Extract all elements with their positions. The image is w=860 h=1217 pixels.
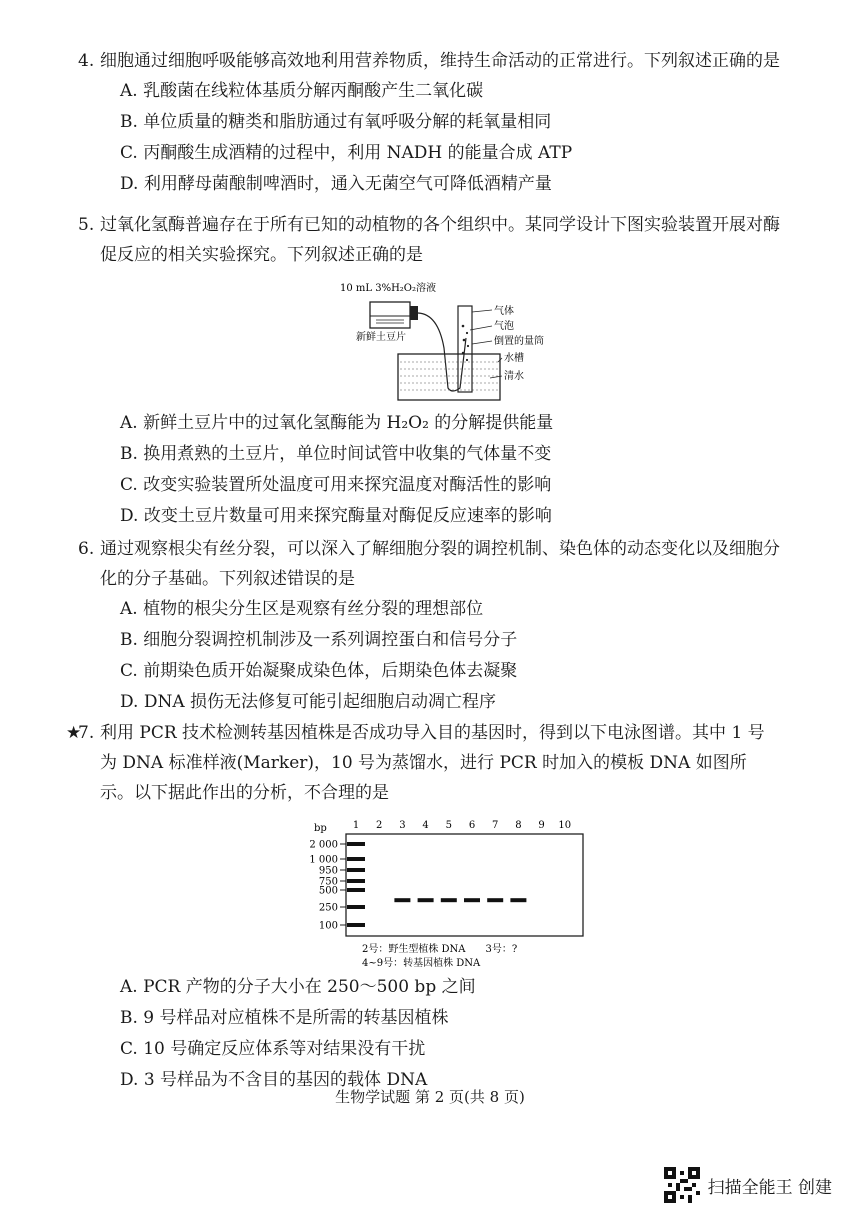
delivery-tube [418,313,466,391]
marker-label: 1 000 [309,854,338,866]
gel-frame [346,834,583,936]
option-c: C. 改变实验装置所处温度可用来探究温度对酶活性的影响 [120,475,552,495]
lane-label: 2 [376,820,383,831]
marker-band [347,879,365,883]
lane-label: 8 [515,820,522,831]
sample-bands [394,898,526,902]
marker-bands [309,840,365,932]
water-tank [398,354,500,400]
gel-caption-1: 2号：野生型植株 DNA 3号：? [362,944,518,955]
question-number: 4. [78,51,95,71]
gel-electrophoresis [300,812,590,970]
option-a: A. 植物的根尖分生区是观察有丝分裂的理想部位 [120,599,484,619]
potato-slices [376,320,404,323]
h2o2-label: 10 mL 3%H₂O₂溶液 [340,283,437,294]
qr-code-icon [664,1167,700,1203]
sample-band [487,898,503,902]
option-c: C. 10 号确定反应体系等对结果没有干扰 [120,1039,426,1059]
marker-label: 950 [318,865,338,877]
page-footer: 生物学试题 第 2 页(共 8 页) [335,1088,525,1106]
marker-band [347,888,365,892]
lane-label: 9 [538,820,545,831]
enzyme-apparatus-figure [320,278,580,408]
sample-band [441,898,457,902]
marker-band [347,868,365,872]
option-b: B. 9 号样品对应植株不是所需的转基因植株 [120,1008,449,1028]
lane-labels [353,820,571,831]
option-d: D. DNA 损伤无法修复可能引起细胞启动凋亡程序 [120,692,497,712]
label-water: 清水 [504,371,524,382]
sample-band [510,898,526,902]
lane-label: 7 [492,820,499,831]
option-b: B. 换用煮熟的土豆片，单位时间试管中收集的气体量不变 [120,444,552,464]
option-d: D. 3 号样品为不含目的基因的载体 DNA [120,1070,428,1090]
option-a: A. 乳酸菌在线粒体基质分解丙酮酸产生二氧化碳 [120,81,484,101]
gel-figure [300,812,590,970]
unit-label: bp [314,823,327,834]
question-5 [78,210,780,270]
lane-label: 10 [558,820,572,831]
watermark-text: 扫描全能王 创建 [707,1177,832,1198]
question-5-stem: 5. 过氧化氢酶普遍存在于所有已知的动植物的各个组织中。某同学设计下图实验装置开展对酶促反应的相关实验探究。下列叙述正确的是 [100,210,780,270]
sample-band [418,898,434,902]
lane-label: 4 [422,820,429,831]
label-cylinder: 倒置的量筒 [494,336,544,347]
lane-label: 6 [468,820,476,831]
marker-label: 500 [318,885,338,897]
marker-band [347,842,365,846]
marker-band [347,857,365,861]
marker-label: 250 [318,902,338,914]
marker-band [347,905,365,909]
potato-label: 新鲜土豆片 [356,332,406,343]
question-4-stem: 4. 细胞通过细胞呼吸能够高效地利用营养物质，维持生命活动的正常进行。下列叙述正确的是 [100,46,780,76]
lane-label: 1 [352,820,360,831]
label-gas: 气体 [494,306,514,317]
marker-band [347,923,365,927]
star-mark: ★ [66,723,82,743]
question-number: 5. [78,215,95,235]
gel-caption-2: 4~9号：转基因植株 DNA [362,958,481,969]
option-d: D. 改变土豆片数量可用来探究酶量对酶促反应速率的影响 [120,506,552,526]
question-5-options [100,408,780,532]
option-b: B. 单位质量的糖类和脂肪通过有氧呼吸分解的耗氧量相同 [120,112,552,132]
question-6-stem: 6. 通过观察根尖有丝分裂，可以深入了解细胞分裂的调控机制、染色体的动态变化以及细胞分化的分子基础。下列叙述错误的是 [100,534,780,594]
option-b: B. 细胞分裂调控机制涉及一系列调控蛋白和信号分子 [120,630,518,650]
marker-label: 100 [318,920,338,932]
marker-label: 2 000 [309,839,338,851]
water-lines [400,362,498,390]
label-tank: 水槽 [504,353,524,364]
question-6 [78,534,780,718]
question-4 [78,46,780,200]
question-number: 7. [78,723,95,743]
lane-label: 5 [445,820,452,831]
question-7 [66,718,780,808]
option-c: C. 前期染色质开始凝聚成染色体，后期染色体去凝聚 [120,661,518,681]
sample-band [464,898,480,902]
lane-label: 3 [399,820,406,831]
option-d: D. 利用酵母菌酿制啤酒时，通入无菌空气可降低酒精产量 [120,174,552,194]
option-a: A. 新鲜土豆片中的过氧化氢酶能为 H₂O₂ 的分解提供能量 [120,413,554,433]
option-c: C. 丙酮酸生成酒精的过程中，利用 NADH 的能量合成 ATP [120,143,573,163]
flask [370,302,410,328]
question-number: 6. [78,539,95,559]
marker-label: 750 [318,876,338,888]
question-7-stem: ★ 7. 利用 PCR 技术检测转基因植株是否成功导入目的基因时，得到以下电泳图谱。其中 1 号为 DNA 标准样液(Marker)，10 号为蒸馏水，进行 PCR 时加入的模板 DNA 如图所示。以下据此作出的分析，不合理的是 [100,718,780,808]
label-bubble: 气泡 [494,321,514,332]
option-a: A. PCR 产物的分子大小在 250～500 bp 之间 [120,977,476,997]
stopper [410,306,418,320]
sample-band [394,898,410,902]
question-7-options [100,972,780,1096]
apparatus-diagram [320,278,580,408]
scanner-watermark [664,1167,832,1203]
